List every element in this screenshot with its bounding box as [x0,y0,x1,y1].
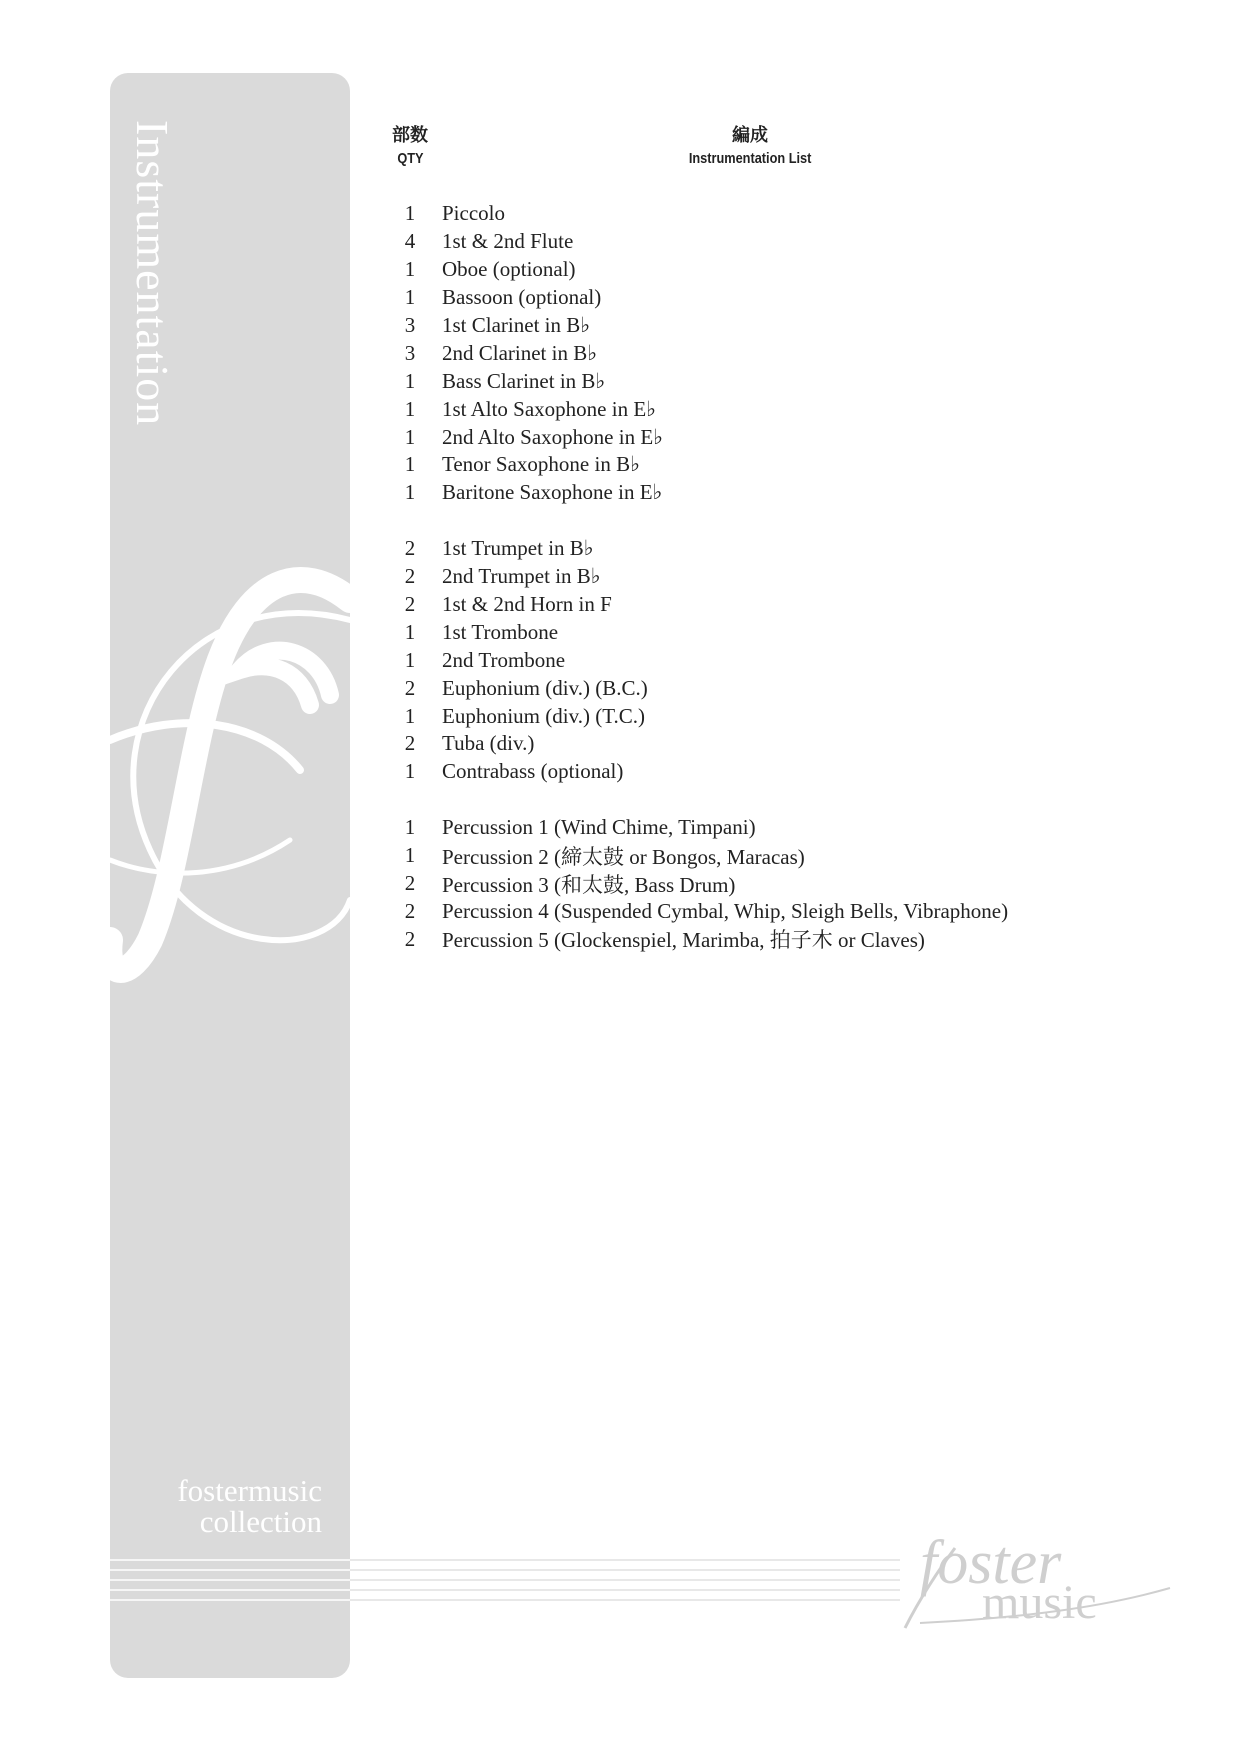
instrument-name: Percussion 5 (Glockenspiel, Marimba, 拍子木 or Claves) [442,928,925,953]
instrument-qty: 1 [404,368,416,393]
list-item [400,674,1100,702]
list-item [400,228,1100,256]
list-item [400,702,1100,730]
instrument-name: 1st & 2nd Flute [442,229,574,254]
brand-word-foster: foster [920,1529,1062,1597]
list-item [400,367,1100,395]
instrument-qty: 1 [404,843,416,868]
instrument-group [400,200,1100,507]
list-header-jp: 編成 [732,125,768,146]
collection-line-2: collection [199,1504,322,1539]
instrument-qty: 2 [404,926,416,951]
instrumentation-list [400,200,1100,981]
instrument-name: Tenor Saxophone in B♭ [442,452,640,477]
instrument-qty: 4 [404,229,416,254]
instrument-name: Percussion 1 (Wind Chime, Timpani) [442,815,756,840]
list-item [400,618,1100,646]
sidebar-title: Instrumentation [127,120,178,427]
collection-label [110,1475,322,1537]
instrument-qty: 1 [404,396,416,421]
instrument-name: Baritone Saxophone in E♭ [442,480,663,505]
qty-column-header [380,124,440,169]
instrument-name: 2nd Trombone [442,647,566,672]
instrument-name: Percussion 3 (和太鼓, Bass Drum) [442,872,736,897]
instrument-qty: 2 [404,675,416,700]
list-item [400,842,1100,870]
instrument-name: 2nd Clarinet in B♭ [442,340,598,365]
instrument-name: 1st Trombone [442,619,559,644]
instrument-name: Euphonium (div.) (T.C.) [442,703,645,728]
list-item [400,312,1100,340]
instrument-qty: 2 [404,898,416,923]
list-item [400,730,1100,758]
list-item [400,897,1100,925]
foster-f-logo-icon [0,540,360,1000]
instrument-group [400,535,1100,786]
instrument-qty: 1 [404,815,416,840]
instrument-name: Oboe (optional) [442,257,576,282]
instrument-name: 2nd Alto Saxophone in E♭ [442,424,664,449]
instrument-name: 1st Clarinet in B♭ [442,313,591,337]
list-item [400,814,1100,842]
instrument-name: Percussion 2 (締太鼓 or Bongos, Maracas) [442,844,805,869]
instrument-qty: 2 [404,731,416,756]
qty-header-jp: 部数 [392,125,428,146]
instrument-qty: 1 [404,257,416,282]
list-header-en: Instrumentation List [688,150,812,167]
list-item [400,758,1100,786]
instrument-qty: 1 [404,452,416,477]
instrument-name: Contrabass (optional) [442,759,624,784]
instrument-qty: 1 [404,285,416,310]
instrument-name: 1st & 2nd Horn in F [442,592,612,617]
foster-music-logo [900,1528,1180,1642]
list-item [400,423,1100,451]
instrument-qty: 1 [404,703,416,728]
instrument-qty: 2 [404,536,416,561]
instrument-qty: 1 [404,619,416,644]
collection-line-1: fostermusic [177,1473,322,1508]
list-item [400,591,1100,619]
list-item [400,451,1100,479]
list-item [400,870,1100,898]
foster-music-logo-icon [900,1528,1180,1638]
instrument-name: 1st Alto Saxophone in E♭ [442,396,657,421]
list-item [400,535,1100,563]
instrument-name: Euphonium (div.) (B.C.) [442,675,648,700]
instrument-group [400,814,1100,953]
list-item [400,563,1100,591]
list-item [400,925,1100,953]
instrument-name: Bassoon (optional) [442,285,602,310]
list-item [400,479,1100,507]
instrument-name: 1st Trumpet in B♭ [442,536,594,561]
instrument-qty: 2 [404,564,416,589]
instrument-qty: 3 [404,313,416,337]
instrument-qty: 2 [404,871,416,896]
staff-lines-decoration [110,1555,910,1615]
instrument-name: Bass Clarinet in B♭ [442,368,606,393]
instrument-qty: 1 [404,480,416,505]
list-item [400,284,1100,312]
instrument-qty: 1 [404,424,416,449]
instrument-qty: 2 [404,592,416,617]
instrument-name: Tuba (div.) [442,731,535,756]
instrument-qty: 1 [404,647,416,672]
brand-word-music: music [982,1576,1097,1629]
list-item [400,256,1100,284]
list-column-header [640,124,860,169]
instrument-qty: 1 [404,759,416,784]
list-item [400,646,1100,674]
instrument-qty: 1 [404,201,416,226]
instrument-qty: 3 [404,340,416,365]
list-item [400,395,1100,423]
list-item [400,339,1100,367]
instrument-name: Piccolo [442,201,505,226]
instrument-name: 2nd Trumpet in B♭ [442,564,601,589]
instrument-name: Percussion 4 (Suspended Cymbal, Whip, Sleigh Bells, Vibraphone) [442,898,1009,923]
list-item [400,200,1100,228]
qty-header-en: QTY [396,150,424,167]
